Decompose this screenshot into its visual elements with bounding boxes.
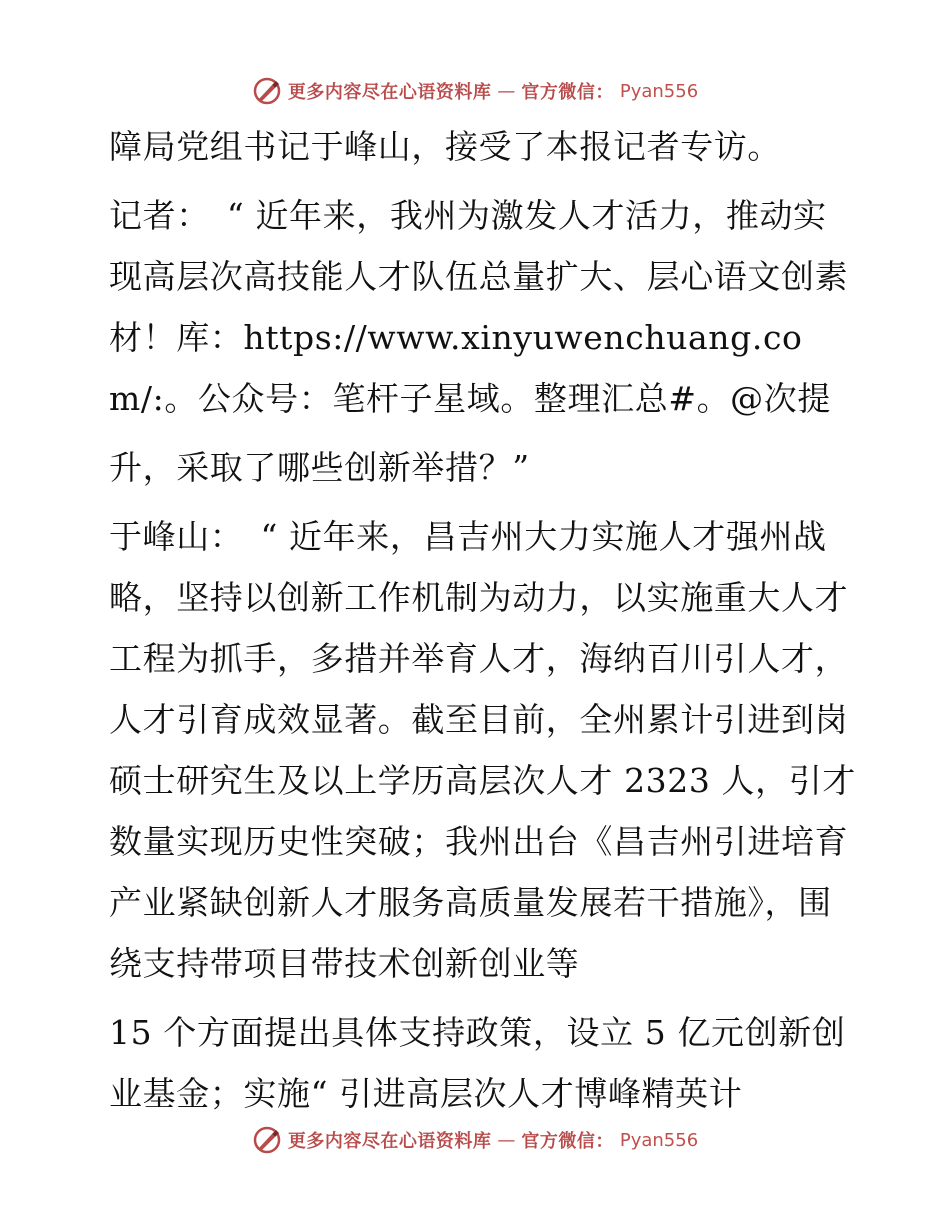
- pen-logo-icon: [252, 1125, 282, 1155]
- banner-main-text: 更多内容尽在心语资料库: [287, 82, 492, 103]
- footer-main-text: 更多内容尽在心语资料库: [287, 1131, 492, 1152]
- banner-dash: —: [497, 80, 516, 102]
- article-body: [97, 116, 857, 1124]
- footer-official-label: 官方微信：: [521, 1131, 614, 1152]
- banner-official-label: 官方微信：: [521, 82, 614, 103]
- banner-account: Pyan556: [619, 80, 699, 102]
- paragraph-3: 升，采取了哪些创新举措？”: [109, 448, 530, 487]
- pen-logo-icon: [252, 76, 282, 106]
- paragraph-4: 于峰山： “ 近年来，昌吉州大力实施人才强州战略，坚持以创新工作机制为动力，以实施重大人才工程为抓手，多措并举育人才，海纳百川引人才，人才引育成效显著。截至目前，全州累计引进到岗硕士研究生及以上学历高层次人才 2323 人，引才数量实现历史性突破；我州出台《昌吉州引进培育产业紧缺创新人才服务高质量发展若干措施》，围绕支持带项目带技术创新创业等: [109, 517, 856, 983]
- paragraph-2: 记者： “ 近年来，我州为激发人才活力，推动实现高层次高技能人才队伍总量扩大、层心语文创素材！库：https://www.xinyuwenchuang.com/:。公众号：笔杆子星域。整理汇总#。@次提: [109, 196, 849, 418]
- footer-banner: [0, 1123, 950, 1157]
- footer-dash: —: [497, 1129, 516, 1151]
- footer-account: Pyan556: [619, 1129, 699, 1151]
- header-banner: [0, 74, 950, 108]
- paragraph-5: 15 个方面提出具体支持政策，设立 5 亿元创新创业基金；实施“ 引进高层次人才博峰精英计: [109, 1013, 846, 1113]
- paragraph-1: 障局党组书记于峰山，接受了本报记者专访。: [109, 127, 781, 166]
